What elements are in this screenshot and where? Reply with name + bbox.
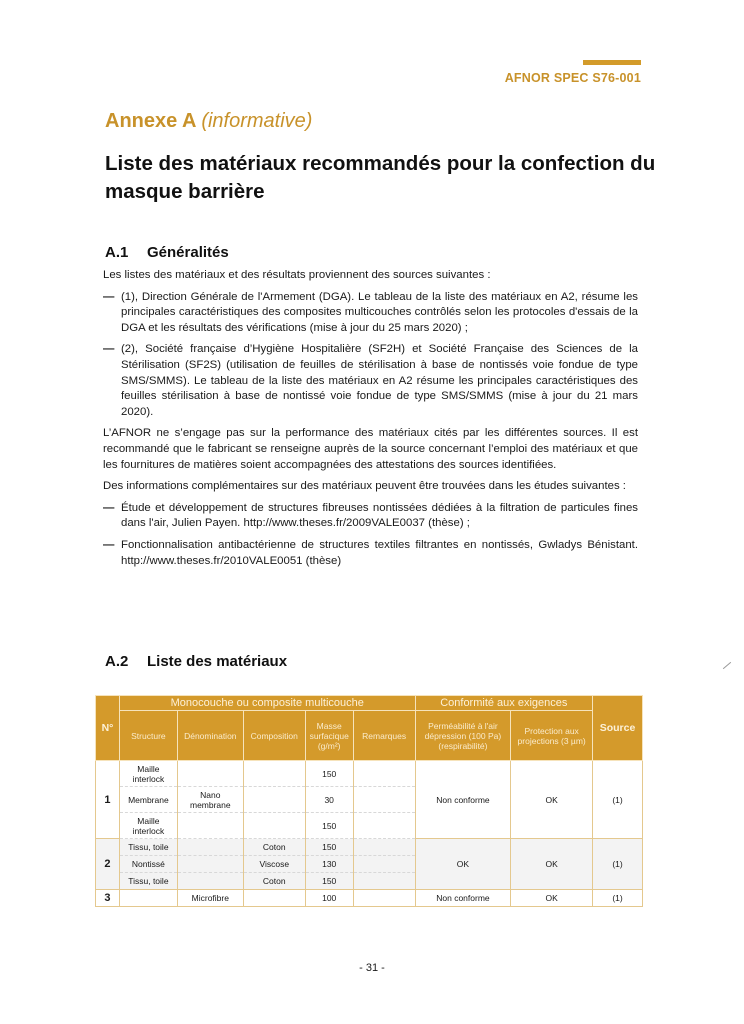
table-row — [96, 890, 643, 907]
header-accent-bar — [583, 60, 641, 65]
dash-bullet: — — [103, 290, 115, 303]
section-heading-a2 — [105, 653, 287, 670]
table-row — [96, 839, 643, 856]
col-header-mass: Masse surfacique (g/m²) — [305, 711, 353, 761]
cell-denomination — [177, 839, 243, 856]
cell-mass: 150 — [305, 873, 353, 890]
cell-permeability: Non conforme — [415, 890, 511, 907]
annex-heading — [105, 110, 312, 133]
cell-source: (1) — [593, 761, 643, 839]
source-item: — (2), Société française d’Hygiène Hospitalière (SF2H) et Société Française des Sciences de la Stérilisation (SF2S) (utilisation de feuilles de stérilisation à base de nontissés voie fondue de type SMS/SMMS). Le tableau de la liste des matériaux en A2 résume les principales caractéristiques des feuilles stérilisation à base de nontissé voie fondue de type SMS/SMMS (mise à jour du 21 mars 2020). — [103, 343, 638, 418]
cell-mass: 30 — [305, 787, 353, 813]
cell-no: 2 — [96, 839, 120, 890]
cell-denomination — [177, 873, 243, 890]
dash-bullet: — — [103, 501, 115, 514]
page-number: - 31 - — [359, 962, 385, 974]
cell-composition — [243, 813, 305, 839]
cell-denomination: Microfibre — [177, 890, 243, 907]
document-reference: AFNOR SPEC S76-001 — [504, 71, 641, 85]
disclaimer-paragraph: L’AFNOR ne s’engage pas sur la performance des matériaux cités par les différentes sources. Il est recommandé que le fabricant se renseigne auprès de la source concernant l’emploi des matériaux et que les fournitures de matières soient accompagnées des attestations des sources identifiées. — [103, 427, 638, 471]
cell-mass: 100 — [305, 890, 353, 907]
studies-intro: Des informations complémentaires sur des matériaux peuvent être trouvées dans les études suivantes : — [103, 480, 626, 493]
col-header-composition: Composition — [243, 711, 305, 761]
study-item: — Fonctionnalisation antibactérienne de structures textiles filtrantes en nontissés, Gwladys Bénistant. http://www.theses.fr/2010VALE0051 (thèse) — [103, 538, 638, 567]
cell-structure: Tissu, toile — [119, 839, 177, 856]
section-number: A.2 — [105, 653, 129, 670]
cell-protection: OK — [511, 890, 593, 907]
annex-label: Annexe A — [105, 110, 196, 132]
cell-source: (1) — [593, 890, 643, 907]
table-group-header-row — [96, 696, 643, 711]
cell-no: 1 — [96, 761, 120, 839]
source-item: — (1), Direction Générale de l'Armement (DGA). Le tableau de la liste des matériaux en A2, résume les principales caractéristiques des composites multicouches contrôlés selon les protocoles d'essais de la DGA et les résultats des vérifications (mise à jour du 25 mars 2020) ; — [103, 290, 638, 334]
cell-permeability: Non conforme — [415, 761, 511, 839]
cell-composition: Coton — [243, 873, 305, 890]
cell-mass: 130 — [305, 856, 353, 873]
section-title: Liste des matériaux — [147, 653, 288, 670]
cell-no: 3 — [96, 890, 120, 907]
page-title: Liste des matériaux recommandés pour la confection du masque barrière — [105, 152, 656, 203]
cell-protection: OK — [511, 761, 593, 839]
cell-denomination — [177, 761, 243, 787]
cell-remarks — [353, 787, 415, 813]
col-header-structure: Structure — [119, 711, 177, 761]
cell-structure: Maille interlock — [119, 813, 177, 839]
materials-table — [95, 695, 643, 907]
study-item: — Étude et développement de structures fibreuses nontissées dédiées à la filtration de particules fines dans l'air, Julien Payen. http://www.theses.fr/2009VALE0037 (thèse) ; — [103, 501, 638, 530]
cell-remarks — [353, 856, 415, 873]
section-a1-body — [103, 268, 638, 575]
table-column-header-row — [96, 711, 643, 761]
cell-composition: Coton — [243, 839, 305, 856]
annex-qualifier: (informative) — [201, 110, 313, 132]
cell-remarks — [353, 761, 415, 787]
cell-denomination — [177, 856, 243, 873]
col-header-denomination: Dénomination — [177, 711, 243, 761]
cell-protection: OK — [511, 839, 593, 890]
cell-mass: 150 — [305, 839, 353, 856]
col-header-remarks: Remarques — [353, 711, 415, 761]
cell-permeability: OK — [415, 839, 511, 890]
cell-remarks — [353, 873, 415, 890]
cell-structure: Membrane — [119, 787, 177, 813]
cell-remarks — [353, 890, 415, 907]
col-group-conformity: Conformité aux exigences — [415, 696, 592, 711]
cell-composition — [243, 761, 305, 787]
section-heading-a1 — [105, 244, 229, 261]
dash-bullet: — — [103, 538, 115, 551]
cell-remarks — [353, 813, 415, 839]
col-group-layers: Monocouche ou composite multicouche — [119, 696, 415, 711]
cell-mass: 150 — [305, 813, 353, 839]
cell-structure: Tissu, toile — [119, 873, 177, 890]
col-header-permeability: Perméabilité à l'air dépression (100 Pa) (respirabilité) — [415, 711, 511, 761]
scan-mark — [723, 662, 731, 669]
cell-denomination — [177, 813, 243, 839]
cell-composition — [243, 890, 305, 907]
sources-intro: Les listes des matériaux et des résultats proviennent des sources suivantes : — [103, 269, 491, 281]
cell-composition: Viscose — [243, 856, 305, 873]
section-title: Généralités — [147, 244, 229, 261]
cell-remarks — [353, 839, 415, 856]
section-number: A.1 — [105, 244, 129, 261]
col-header-protection: Protection aux projections (3 µm) — [511, 711, 593, 761]
cell-denomination: Nano membrane — [177, 787, 243, 813]
col-header-source: Source — [593, 696, 643, 761]
dash-bullet: — — [103, 343, 115, 356]
col-header-no: N° — [96, 696, 120, 761]
cell-composition — [243, 787, 305, 813]
cell-structure: Maille interlock — [119, 761, 177, 787]
cell-structure: Nontissé — [119, 856, 177, 873]
table-row — [96, 761, 643, 787]
cell-source: (1) — [593, 839, 643, 890]
cell-structure — [119, 890, 177, 907]
cell-mass: 150 — [305, 761, 353, 787]
